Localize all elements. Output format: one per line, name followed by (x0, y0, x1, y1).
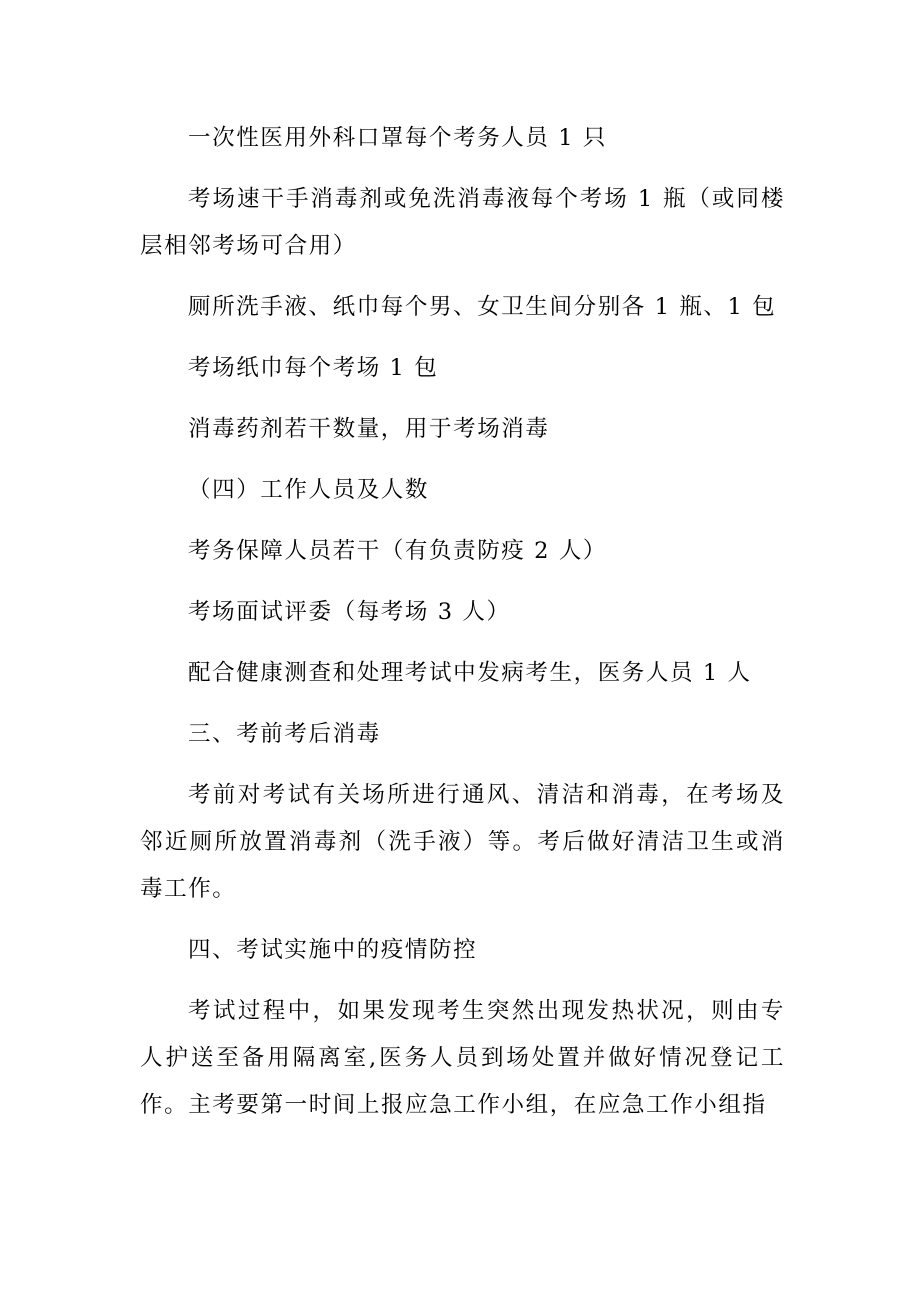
paragraph-disinfection-details: 考前对考试有关场所进行通风、清洁和消毒，在考场及邻近厕所放置消毒剂（洗手液）等。考后做好清洁卫生或消毒工作。 (140, 782, 785, 902)
paragraph-epidemic-control-details: 考试过程中，如果发现考生突然出现发热状况，则由专人护送至备用隔离室,医务人员到场处置并做好情况登记工作。主考要第一时间上报应急工作小组，在应急工作小组指 (140, 998, 785, 1118)
paragraph-hand-sanitizer: 考场速干手消毒剂或免洗消毒液每个考场 1 瓶（或同楼层相邻考场可合用） (140, 186, 785, 259)
paragraph-restroom-supplies: 厕所洗手液、纸巾每个男、女卫生间分别各 1 瓶、1 包 (188, 294, 777, 320)
paragraph-tissues: 考场纸巾每个考场 1 包 (188, 355, 439, 381)
paragraph-support-staff: 考务保障人员若干（有负责防疫 2 人） (188, 538, 608, 564)
document-body (140, 115, 785, 1143)
paragraph-medical-staff: 配合健康测查和处理考试中发病考生，医务人员 1 人 (188, 660, 752, 686)
paragraph-disinfectant: 消毒药剂若干数量，用于考场消毒 (188, 416, 550, 442)
paragraph-judges: 考场面试评委（每考场 3 人） (188, 599, 511, 625)
section-heading-disinfection: 三、考前考后消毒 (188, 721, 381, 747)
section-heading-epidemic-control: 四、考试实施中的疫情防控 (188, 937, 478, 963)
paragraph-masks: 一次性医用外科口罩每个考务人员 1 只 (188, 125, 608, 151)
section-heading-staff: （四）工作人员及人数 (188, 477, 430, 503)
